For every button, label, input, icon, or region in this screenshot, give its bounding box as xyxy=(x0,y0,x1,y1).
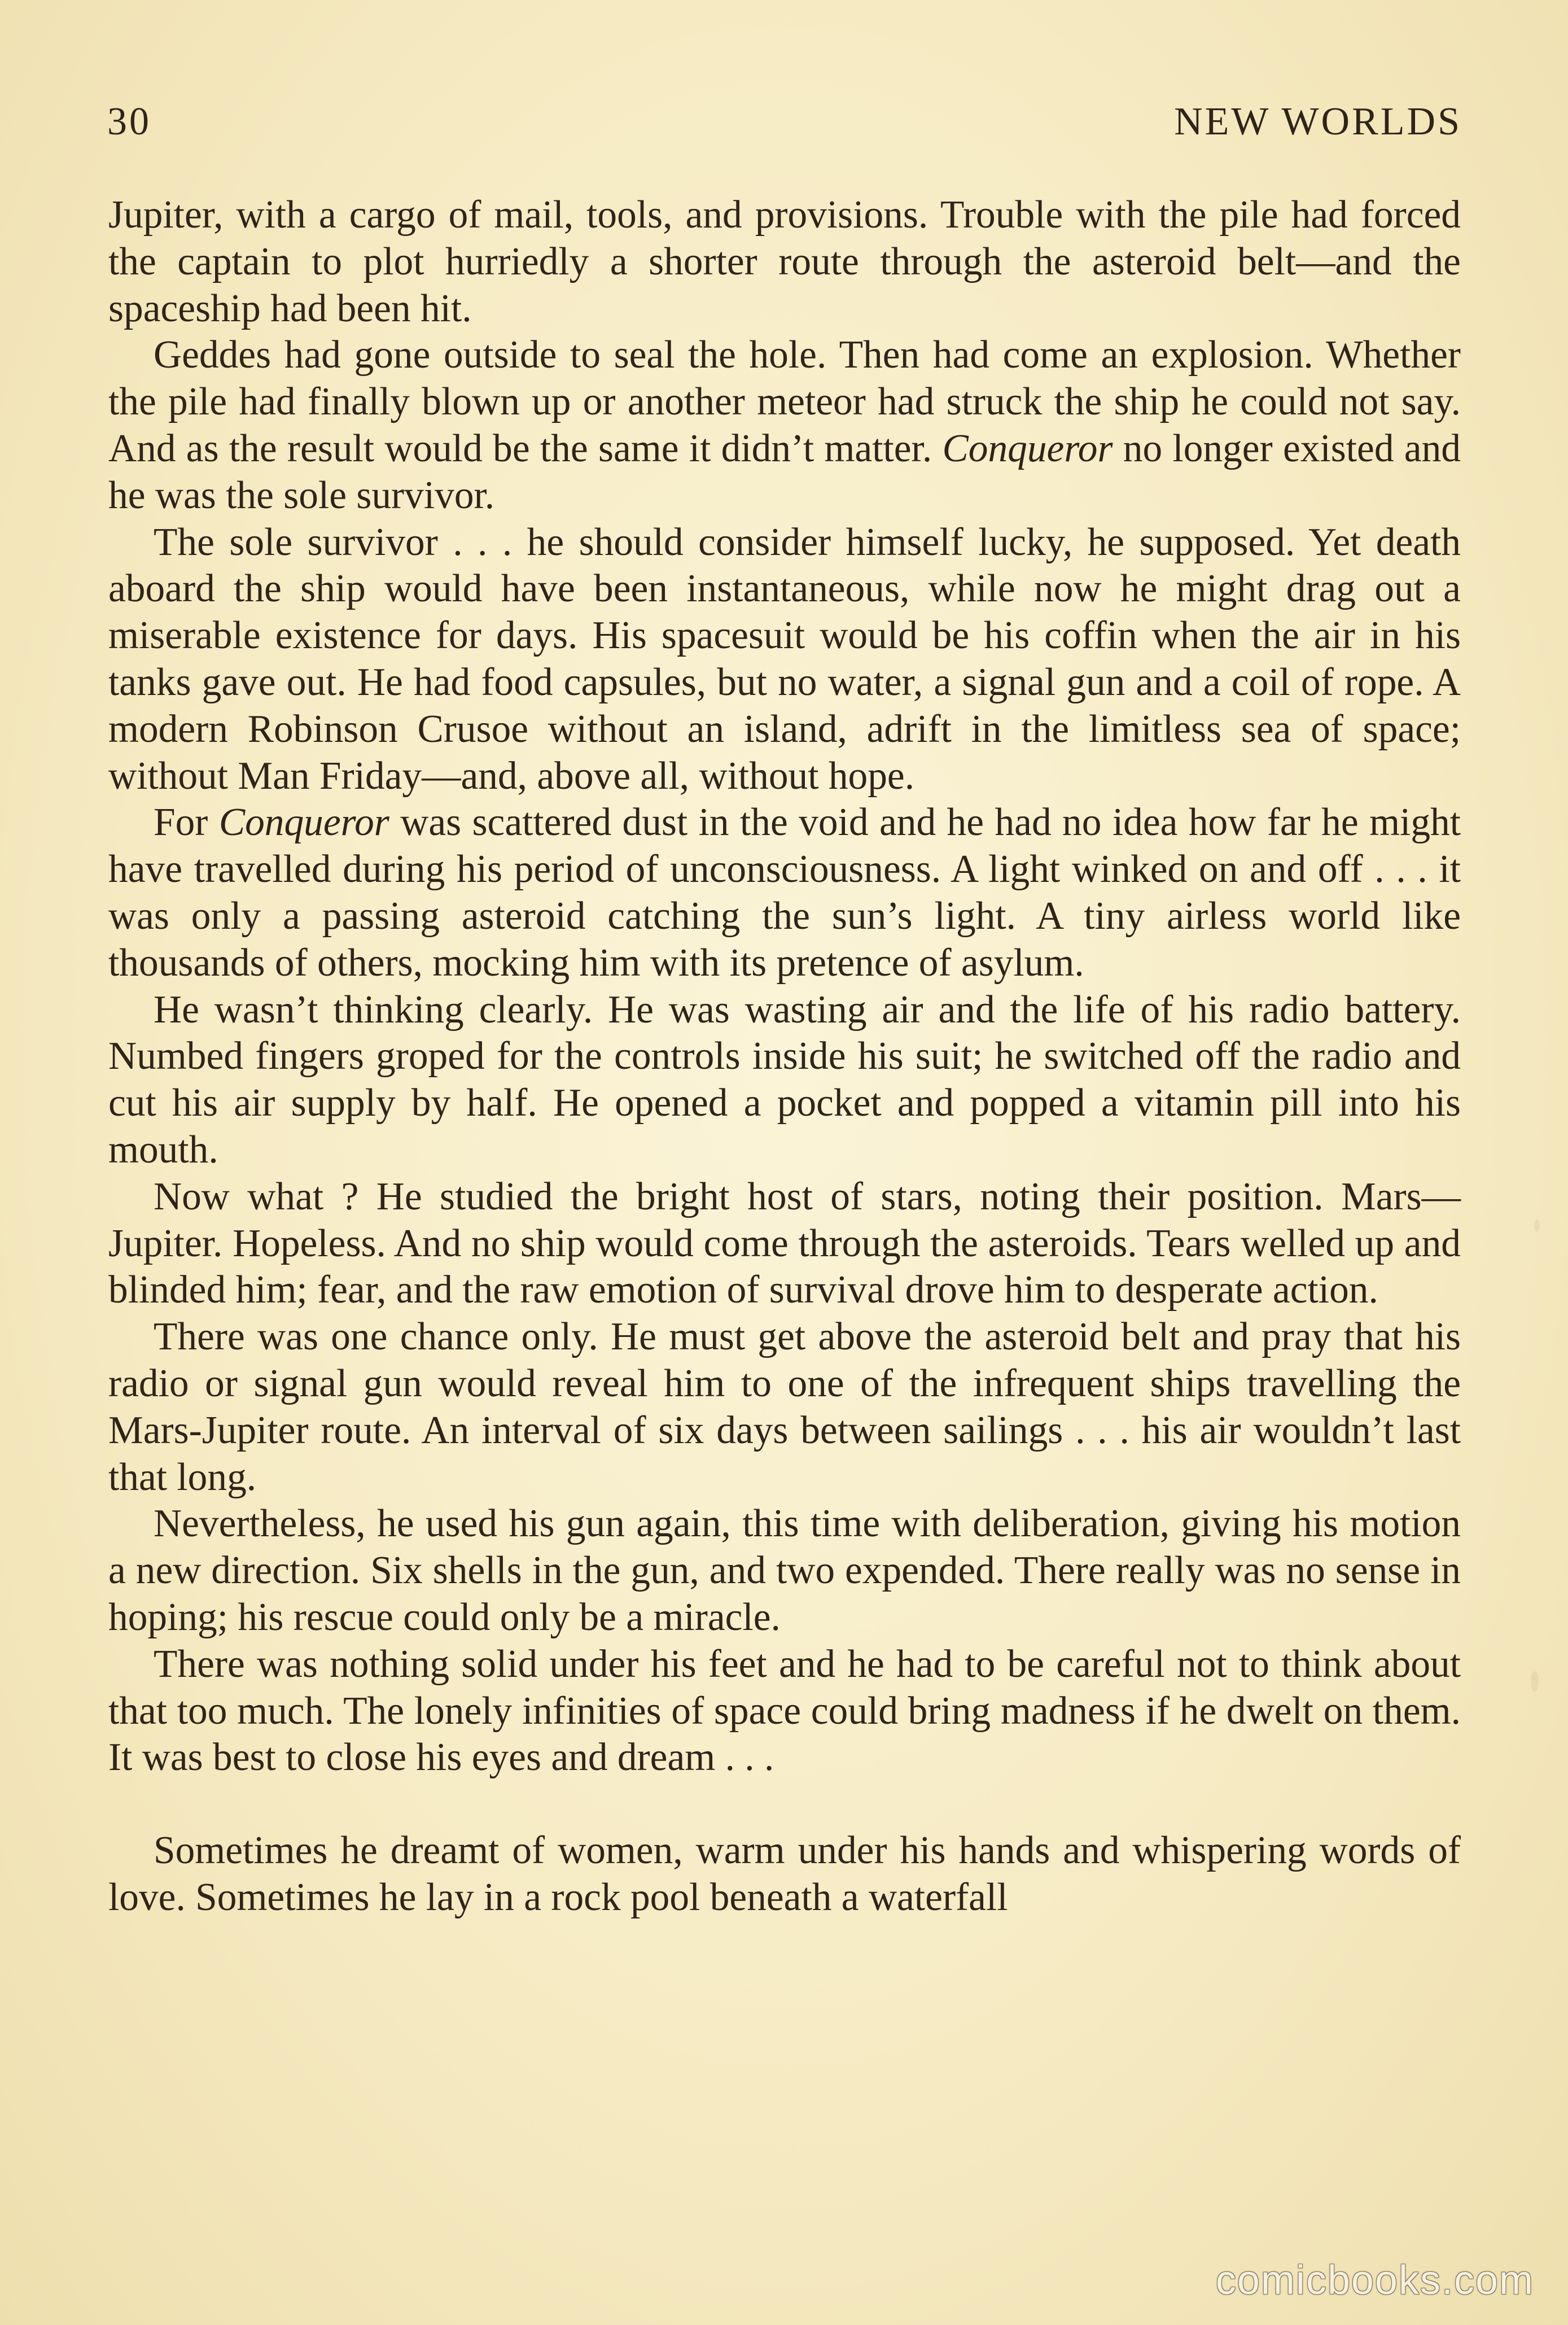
paper-stain xyxy=(1531,1671,1539,1692)
paragraph-3: The sole survivor . . . he should consider himself lucky, he supposed. Yet death aboard the ship would have been instantaneous, while now he might drag out a miserable existence for days. His spacesuit would be his coffin when the air in his tanks gave out. He had food capsules, but no water, a signal gun and a coil of rope. A modern Robinson Crusoe without an island, adrift in the limitless sea of space; without Man Friday—and, above all, without hope. xyxy=(108,520,1461,798)
body-text xyxy=(108,192,1461,1921)
paragraph-1: Jupiter, with a cargo of mail, tools, and provisions. Trouble with the pile had forced the captain to plot hurriedly a shorter route through the asteroid belt—and the spaceship had been hit. xyxy=(108,193,1461,330)
paragraph-6: Now what ? He studied the bright host of stars, noting their position. Mars—Jupiter. Hopeless. And no ship would come through the asteroids. Tears welled up and blinded him; fear, and the raw emotion of survival drove him to desperate action. xyxy=(108,1174,1461,1312)
page-number: 30 xyxy=(107,100,151,143)
running-header xyxy=(107,99,1462,156)
paragraph-2-text-a: Geddes had gone outside to seal the hole. Then had come an explosion. Whether the pile had finally blown up or another meteor had struck the ship he could not say. And as the result would be the same it didn’t matter. xyxy=(108,333,1461,470)
paragraph-4-text-a: For xyxy=(154,801,219,845)
ship-name-italic: Conqueror xyxy=(942,426,1113,470)
paragraph-4-text-b: was scattered dust in the void and he had no idea how far he might have travelled during his period of unconsciousness. A light winked on and off . . . it was only a passing asteroid catching the sun’s light. A tiny airless world like thousands of others, mocking him with its pretence of asylum. xyxy=(108,801,1461,985)
paragraph-2 xyxy=(108,332,1461,519)
paragraph-2-text-b: no longer existed and he was the sole survivor. xyxy=(108,426,1461,517)
running-title: NEW WORLDS xyxy=(1174,100,1462,143)
ship-name-italic: Conqueror xyxy=(218,801,389,845)
paragraph-4 xyxy=(108,799,1461,986)
paragraph-7: There was one chance only. He must get above the asteroid belt and pray that his radio or signal gun would reveal him to one of the infrequent ships travelling the Mars-Jupiter route. An interval of six days between sailings . . . his air wouldn’t last that long. xyxy=(108,1315,1461,1499)
paragraph-9: There was nothing solid under his feet and he had to be careful not to think about that too much. The lonely infinities of space could bring madness if he dwelt on them. It was best to close his eyes and dream . . . xyxy=(108,1642,1461,1780)
watermark: comicbooks.com xyxy=(1215,2258,1534,2303)
paragraph-10: Sometimes he dreamt of women, warm under his hands and whispering words of love. Sometimes he lay in a rock pool beneath a waterfall xyxy=(108,1829,1461,1919)
paper-stain xyxy=(1534,1220,1540,1232)
paragraph-5: He wasn’t thinking clearly. He was wasting air and the life of his radio battery. Numbed fingers groped for the controls inside his suit; he switched off the radio and cut his air supply by half. He opened a pocket and popped a vitamin pill into his mouth. xyxy=(108,987,1461,1172)
paragraph-8: Nevertheless, he used his gun again, this time with deliberation, giving his motion a new direction. Six shells in the gun, and two expended. There really was no sense in hoping; his rescue could only be a miracle. xyxy=(108,1502,1461,1639)
